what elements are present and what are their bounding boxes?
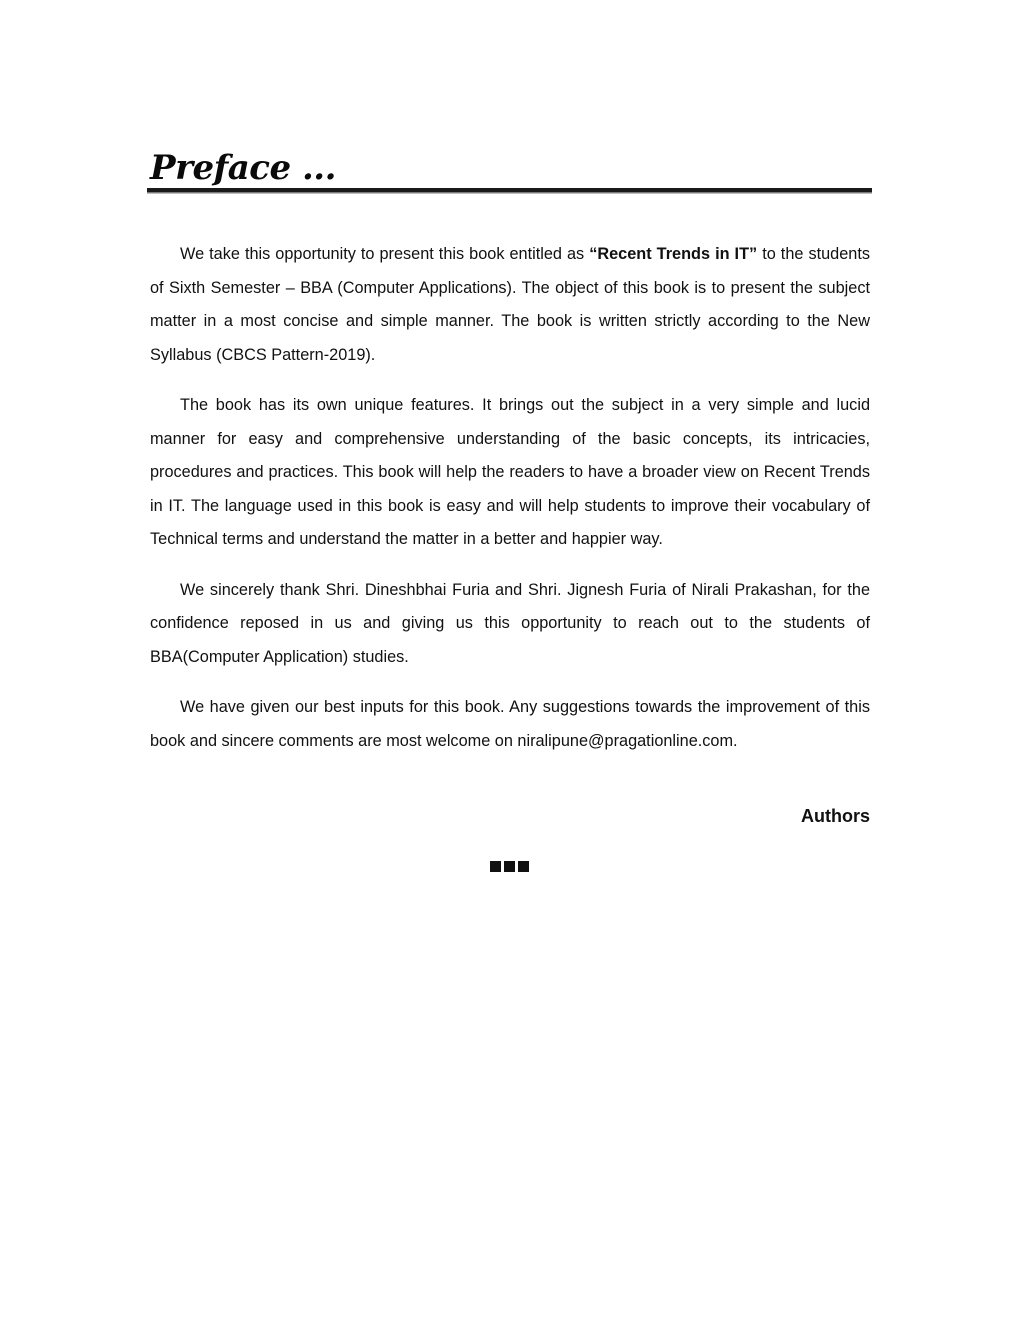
authors-signature: Authors (801, 806, 870, 826)
paragraph-intro-rest: to the students of Sixth Semester – BBA (Computer Applications). The object of this book is to present the subject matter in a most concise and simple manner. The book is written strictly according to the New Syllabus (CBCS Pattern-2019). (150, 245, 870, 364)
page-title: Preface ... (150, 148, 336, 188)
preface-heading (150, 148, 872, 188)
heading-underline (147, 188, 872, 192)
preface-body (150, 238, 870, 775)
end-square-icon (504, 861, 515, 872)
end-square-icon (490, 861, 501, 872)
paragraph-intro (150, 238, 870, 372)
end-of-section-marker (490, 861, 529, 872)
paragraph-thanks: We sincerely thank Shri. Dineshbhai Furia and Shri. Jignesh Furia of Nirali Prakashan, for the confidence reposed in us and giving us this opportunity to reach out to the students of BBA(Computer Application) studies. (150, 580, 870, 666)
paragraph-intro-lead: We take this opportunity to present this book entitled as (180, 245, 590, 263)
paragraph-features: The book has its own unique features. It brings out the subject in a very simple and lucid manner for easy and comprehensive understanding of the basic concepts, its intricacies, procedures and practices. This book will help the readers to have a broader view on Recent Trends in IT. The language used in this book is easy and will help students to improve their vocabulary of Technical terms and understand the matter in a better and happier way. (150, 396, 870, 548)
book-title-emphasis: “Recent Trends in IT” (589, 245, 758, 263)
paragraph-suggestions: We have given our best inputs for this book. Any suggestions towards the improvement of this book and sincere comments are most welcome on niralipune@pragationline.com. (150, 698, 870, 750)
end-square-icon (518, 861, 529, 872)
